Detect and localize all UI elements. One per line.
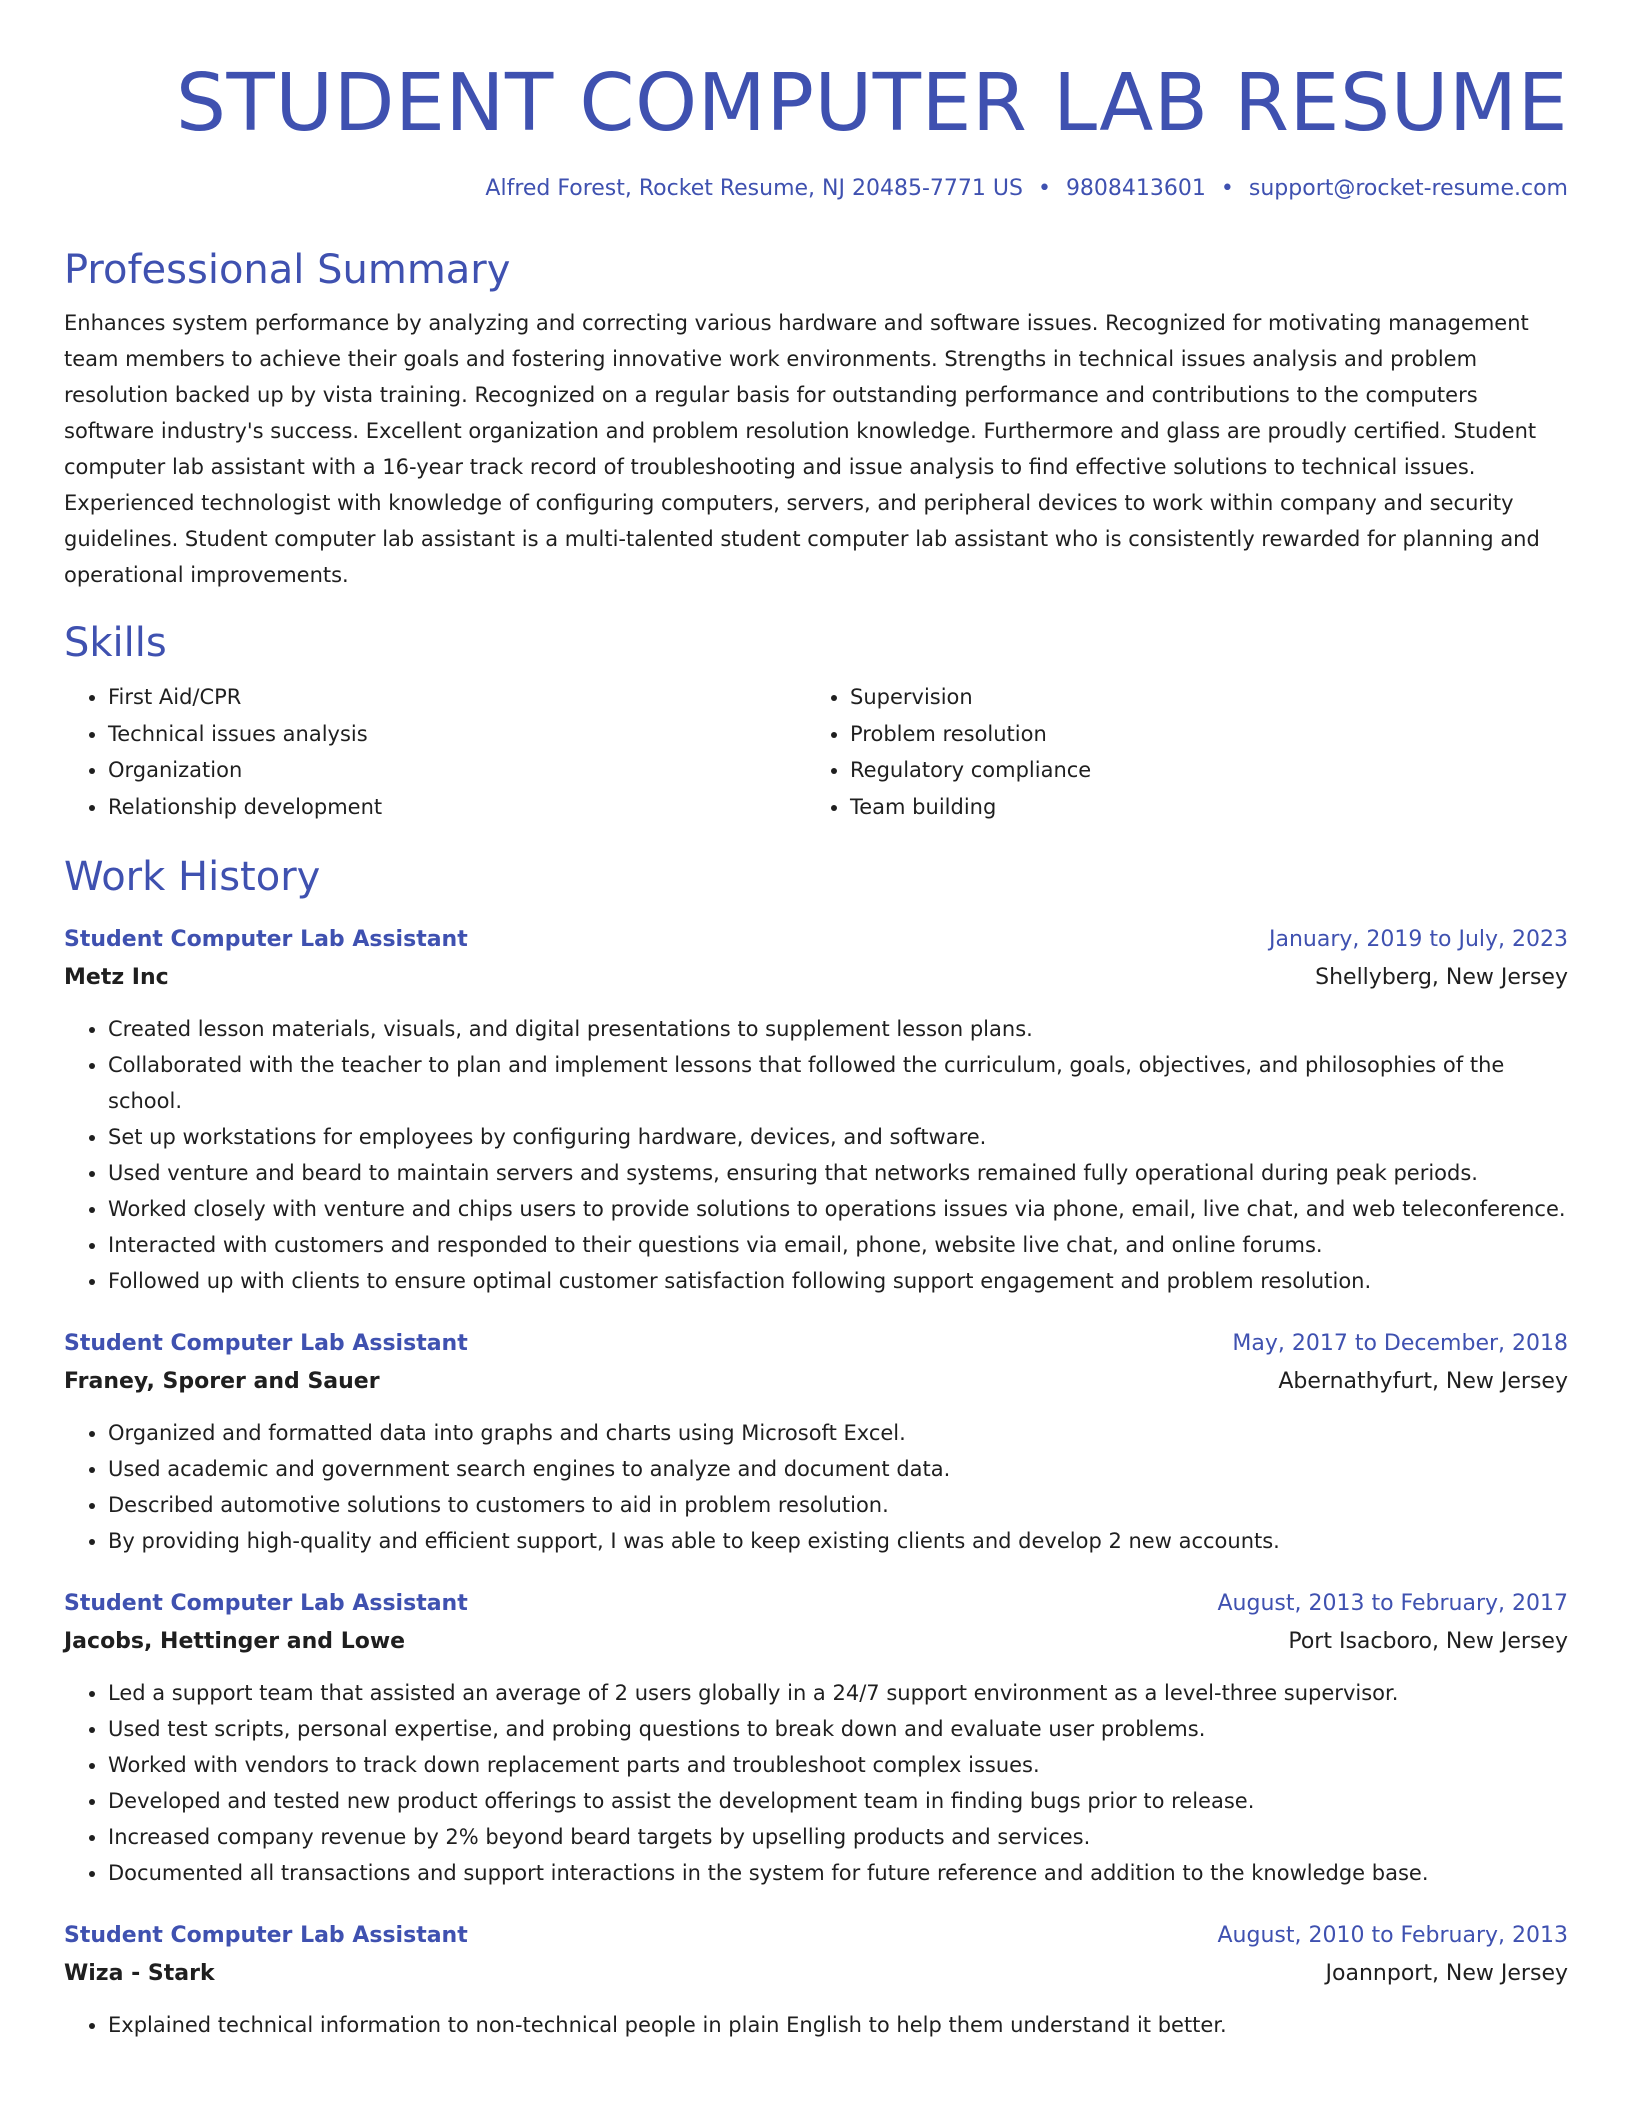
job-bullets [64, 1011, 1568, 1299]
skill-item: • Regulatory compliance [850, 752, 1091, 789]
job-company: Franey, Sporer and Sauer [64, 1369, 380, 1394]
job-location: Shellyberg, New Jersey [1315, 965, 1568, 990]
skill-item: • Team building [850, 789, 1091, 826]
job-title: Student Computer Lab Assistant [64, 1591, 468, 1616]
job-dates: May, 2017 to December, 2018 [1232, 1331, 1568, 1356]
summary-text: Enhances system performance by analyzing and correcting various hardware and software issues. Recognized for motivating management team members to achieve their goals and fostering innovative work environments. Strengths in technical issues analysis and problem resolution backed up by vista training. Recognized on a regular basis for outstanding performance and contributions to the computers software industry's success. Excellent organization and problem resolution knowledge. Furthermore and glass are proudly certified. Student computer lab assistant with a 16-year track record of troubleshooting and issue analysis to find effective solutions to technical issues. Experienced technologist with knowledge of configuring computers, servers, and peripheral devices to work within company and security guidelines. Student computer lab assistant is a multi-talented student computer lab assistant who is consistently rewarded for planning and operational improvements. [64, 311, 1540, 587]
contact-phone: 9808413601 [1065, 176, 1206, 201]
job-company: Metz Inc [64, 965, 169, 990]
job-header [64, 921, 1568, 959]
job-header [64, 1917, 1568, 1955]
contact-separator: • [1220, 176, 1234, 201]
job-bullets [64, 2007, 1568, 2043]
job-bullet: • Worked with vendors to track down replacement parts and troubleshoot complex issues. [108, 1747, 1568, 1783]
job-bullet: • Used venture and beard to maintain servers and systems, ensuring that networks remained fully operational during peak periods. [108, 1155, 1568, 1191]
skill-item: • Problem resolution [850, 716, 1091, 753]
job-subheader [64, 1955, 1568, 1993]
job-subheader [64, 1623, 1568, 1661]
job-bullet: • Increased company revenue by 2% beyond beard targets by upselling products and services. [108, 1819, 1568, 1855]
job-title: Student Computer Lab Assistant [64, 927, 468, 952]
job-bullet: • Documented all transactions and support interactions in the system for future reference and addition to the knowledge base. [108, 1855, 1568, 1891]
summary-heading: Professional Summary [64, 247, 511, 293]
contact-address: Alfred Forest, Rocket Resume, NJ 20485-7771 US [485, 176, 1023, 201]
job-bullet: • Interacted with customers and responded to their questions via email, phone, website live chat, and online forums. [108, 1227, 1568, 1263]
job-company: Jacobs, Hettinger and Lowe [64, 1629, 406, 1654]
skill-item: • Relationship development [108, 789, 806, 826]
job-company: Wiza - Stark [64, 1961, 215, 1986]
job-bullets [64, 1675, 1568, 1891]
skill-item: • Organization [108, 752, 806, 789]
contact-email: support@rocket-resume.com [1248, 176, 1568, 201]
skills-list [64, 679, 1568, 825]
job-header [64, 1585, 1568, 1623]
job-bullet: • Created lesson materials, visuals, and digital presentations to supplement lesson plans. [108, 1011, 1568, 1047]
contact-line [64, 174, 1568, 204]
job-bullet: • Developed and tested new product offerings to assist the development team in finding bugs prior to release. [108, 1783, 1568, 1819]
skill-item: • Technical issues analysis [108, 716, 806, 753]
skills-heading: Skills [64, 620, 167, 666]
job-bullet: • By providing high-quality and efficient support, I was able to keep existing clients and develop 2 new accounts. [108, 1523, 1568, 1559]
job-entry [64, 1585, 1568, 1891]
job-bullets [64, 1415, 1568, 1559]
job-location: Joannport, New Jersey [1325, 1961, 1568, 1986]
job-dates: August, 2013 to February, 2017 [1217, 1591, 1568, 1616]
job-subheader [64, 1363, 1568, 1401]
job-dates: August, 2010 to February, 2013 [1217, 1923, 1568, 1948]
job-entry [64, 921, 1568, 1299]
skills-column-left [64, 679, 806, 825]
job-bullet: • Led a support team that assisted an average of 2 users globally in a 24/7 support environment as a level-three supervisor. [108, 1675, 1568, 1711]
job-bullet: • Set up workstations for employees by configuring hardware, devices, and software. [108, 1119, 1568, 1155]
job-title: Student Computer Lab Assistant [64, 1331, 468, 1356]
job-bullet: • Explained technical information to non-technical people in plain English to help them understand it better. [108, 2007, 1568, 2043]
job-location: Abernathyfurt, New Jersey [1278, 1369, 1568, 1394]
job-title: Student Computer Lab Assistant [64, 1923, 468, 1948]
skill-item: • Supervision [850, 679, 1091, 716]
job-bullet: • Organized and formatted data into graphs and charts using Microsoft Excel. [108, 1415, 1568, 1451]
job-entry [64, 1325, 1568, 1559]
job-bullet: • Followed up with clients to ensure optimal customer satisfaction following support engagement and problem resolution. [108, 1263, 1568, 1299]
contact-separator: • [1037, 176, 1051, 201]
job-bullet: • Described automotive solutions to customers to aid in problem resolution. [108, 1487, 1568, 1523]
job-bullet: • Used test scripts, personal expertise, and probing questions to break down and evaluate user problems. [108, 1711, 1568, 1747]
job-bullet: • Worked closely with venture and chips users to provide solutions to operations issues via phone, email, live chat, and web teleconference. [108, 1191, 1568, 1227]
job-location: Port Isacboro, New Jersey [1288, 1629, 1568, 1654]
skills-column-right [806, 679, 1091, 825]
job-bullet: • Collaborated with the teacher to plan and implement lessons that followed the curriculum, goals, objectives, and philosophies of the school. [108, 1047, 1568, 1119]
job-bullet: • Used academic and government search engines to analyze and document data. [108, 1451, 1568, 1487]
job-dates: January, 2019 to July, 2023 [1269, 927, 1568, 952]
skill-item: • First Aid/CPR [108, 679, 806, 716]
job-subheader [64, 959, 1568, 997]
resume-title: STUDENT COMPUTER LAB RESUME [175, 57, 1568, 149]
job-header [64, 1325, 1568, 1363]
job-entry [64, 1917, 1568, 2043]
work-history-heading: Work History [64, 854, 321, 900]
